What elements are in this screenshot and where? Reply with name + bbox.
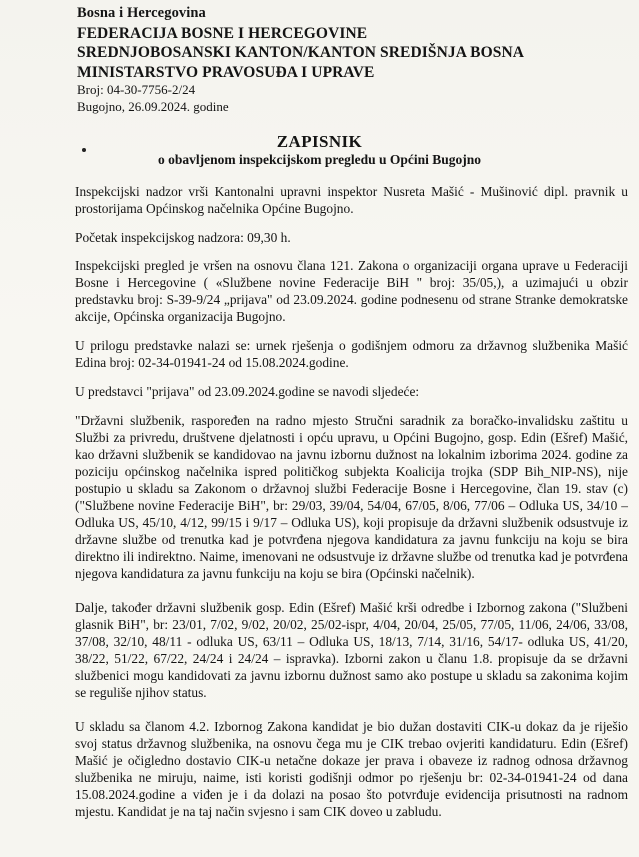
header-ministry: MINISTARSTVO PRAVOSUĐA I UPRAVE — [77, 63, 375, 81]
paragraph-legal-basis: Inspekcijski pregled je vršen na osnovu člana 121. Zakona o organizaciji organa uprave u Federaciji Bosne i Hercegovine ( «Službene novine Federacije BiH " broj: 35/05,), a uzimajući u obzir predstavku broj: S-39-9/24 „prijava" od 23.09.2024. godine podnesenu od strane Stranke demokratske akcije, Općinska organizacija Bugojno. — [75, 258, 628, 324]
paragraph-quoted-report: "Državni službenik, raspoređen na radno mjesto Stručni saradnik za boračko-invalidsku zaštitu u Službi za privredu, društvene djelatnosti i opću upravu, u Općini Bugojno, gosp. Edin (Ešref) Mašić, kao državni službenik se kandidovao na javnu izbornu dužnost na lokalnim izborima 2024. godine za poziciju općinskog načelnika ispred političkog subjekta Koalicija trojka (SDP Bih_NIP-NS), nije postupio u skladu sa Zakonom o državnoj službi Federacije Bosne i Hercegovine, član 19. stav (c) ("Službene novine Federacije BiH", br: 29/03, 39/04, 54/04, 67/05, 8/06, 77/06 – Odluka US, 34/10 – Odluka US, 45/10, 4/12, 99/15 i 9/17 – Odluka US), koji propisuje da državni službenik odsustvuje iz državne službe od trenutka kad je potvrđena njegova kandidatura za javnu funkciju na koju se bira direktno ili indirektno. Naime, imenovani ne odsustvuje iz državne službe od trenutka kad je potvrđena njegova kandidatura za javnu funkciju na koju se bira (Općinski načelnik). — [75, 413, 628, 581]
paragraph-election-law: Dalje, također državni službenik gosp. Edin (Ešref) Mašić krši odredbe i Izbornog zakona ("Službeni glasnik BiH", br: 23/01, 7/02, 9/02, 20/02, 25/02-ispr, 4/04, 20/04, 25/05, 77/05, 11/06, 24/06, 33/08, 37/08, 32/10, 48/11 - odluka US, 63/11 – Odluka US, 18/13, 7/14, 31/16, 54/17- odluka US, 41/20, 38/22, 51/22, 67/22, 24/24 i 24/24 – ispravka). Izborni zakon u članu 1.8. propisuje da se državni službenici mogu kandidovati za javnu izbornu dužnost samo ako postupe u skladu sa zakonima kojim se reguliše njihov status. — [75, 600, 628, 700]
document-number: Broj: 04-30-7756-2/24 — [77, 82, 196, 97]
document-title: ZAPISNIK — [276, 132, 363, 151]
header-country: Bosna i Hercegovina — [77, 5, 206, 21]
paragraph-inspector: Inspekcijski nadzor vrši Kantonalni upravni inspektor Nusreta Mašić - Mušinović dipl. pravnik u prostorijama Općinskog načelnika Općine Bugojno. — [75, 184, 628, 216]
header-canton: SREDNJOBOSANSKI KANTON/KANTON SREDIŠNJA BOSNA — [77, 44, 525, 61]
document-body — [75, 183, 628, 832]
paragraph-cik: U skladu sa članom 4.2. Izbornog Zakona kandidat je bio dužan dostaviti CIK-u dokaz da je riješio svoj status državnog službenika, na osnovu čega mu je CIK trebao ovjeriti kandidaturu. Edin (Ešref) Mašić je očigledno dostavio CIK-u netačne dokaze jer prava i obaveze iz radnog odnosa državnog službenika ne miruju, naime, isti koristi godišnji odmor po rješenju br: 02-34-01941-24 od dana 15.08.2024.godine a viđen je i da dolazi na posao što potvrđuje evidencija prisutnosti na radnom mjestu. Kandidat je na taj način svjesno i sam CIK doveo u zabludu. — [75, 719, 628, 819]
paragraph-report-intro: U predstavci "prijava" od 23.09.2024.godine se navodi sljedeće: — [75, 384, 420, 399]
paragraph-attachment: U prilogu predstavke nalazi se: urnek rješenja o godišnjem odmoru za državnog službenika Mašić Edina broj: 02-34-01941-24 od 15.08.2024.godine. — [75, 338, 628, 370]
header-federation: FEDERACIJA BOSNE I HERCEGOVINE — [77, 24, 368, 42]
letterhead — [77, 4, 524, 115]
place-date: Bugojno, 26.09.2024. godine — [77, 98, 229, 114]
paragraph-start-time: Početak inspekcijskog nadzora: 09,30 h. — [75, 230, 291, 245]
document-subtitle: o obavljenom inspekcijskom pregledu u Općini Bugojno — [157, 152, 482, 167]
